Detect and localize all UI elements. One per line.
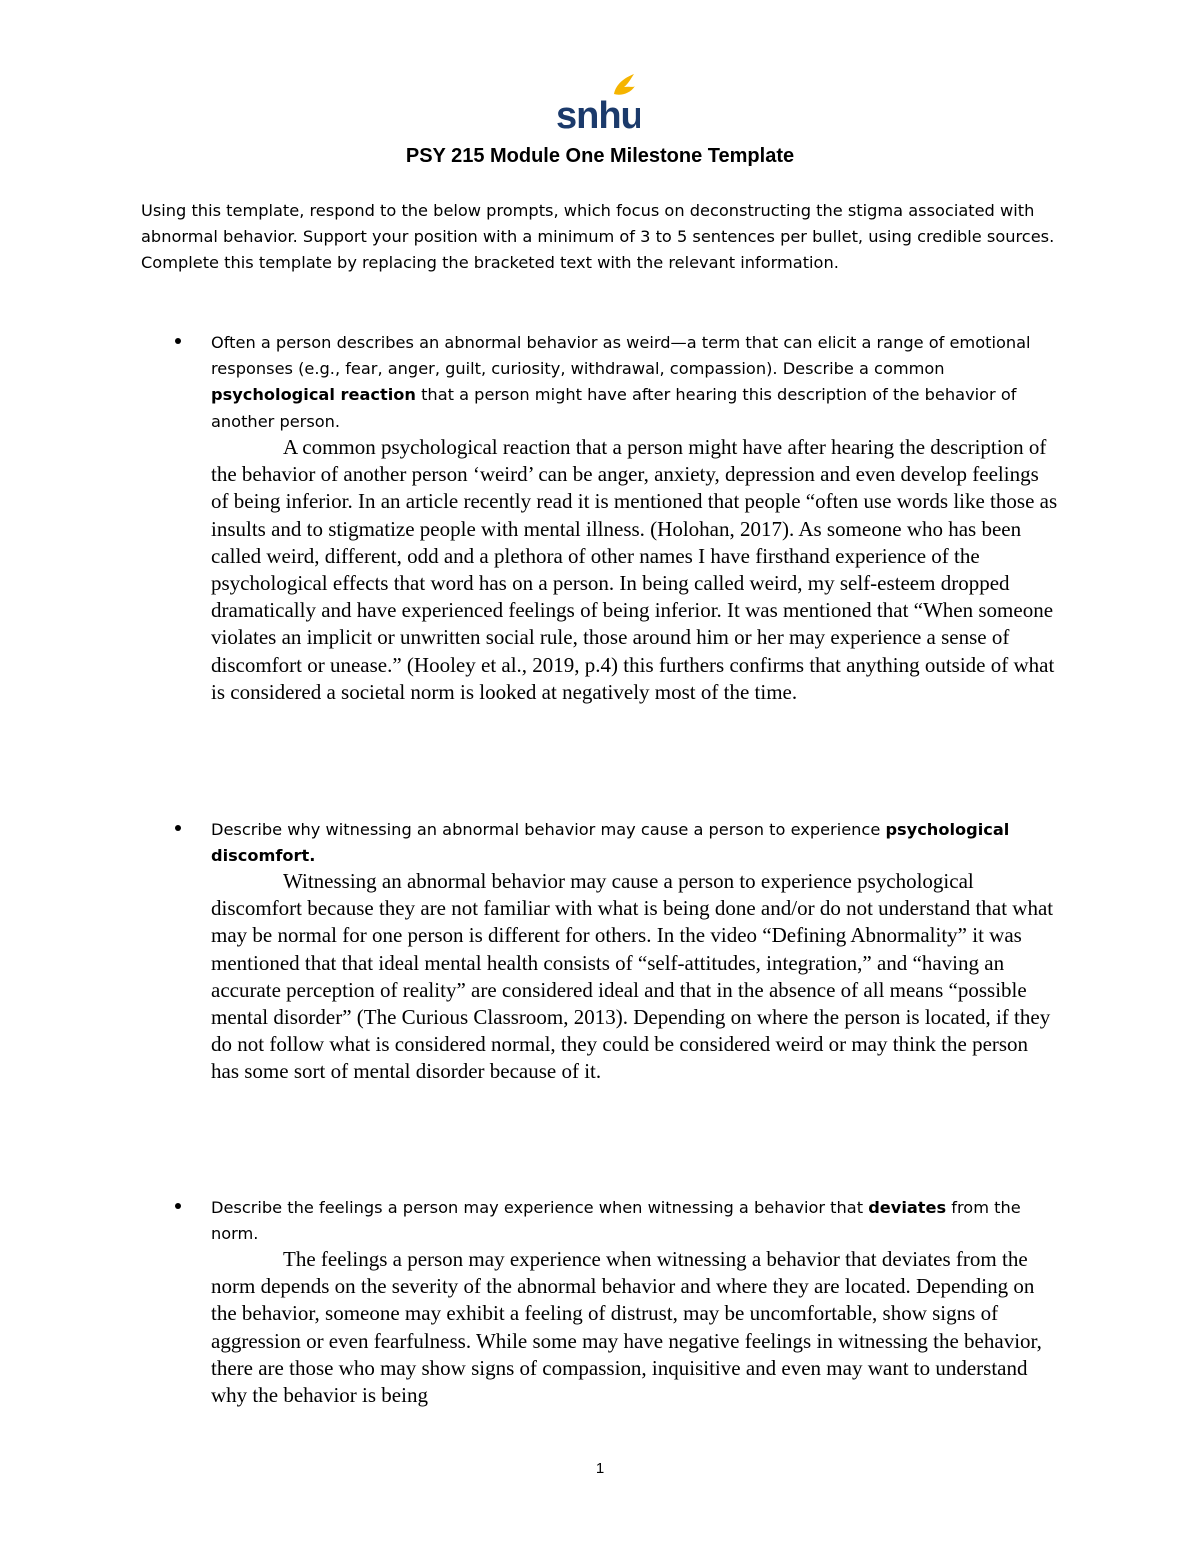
- prompt-1-text: Often a person describes an abnormal behavior as weird—a term that can elicit a range of emotional responses (e.g., fear, anger, guilt, curiosity, withdrawal, compassion). Describe a common: [211, 333, 1031, 379]
- prompt-2: [211, 817, 1061, 869]
- prompt-3-emphasis: deviates: [868, 1198, 947, 1217]
- flame-icon: [614, 74, 635, 95]
- logo-text: snhu: [556, 95, 640, 134]
- bullet-icon: [173, 823, 183, 833]
- prompt-3: [211, 1195, 1061, 1247]
- intro-paragraph: Using this template, respond to the below prompts, which focus on deconstructing the stigma associated with abnormal behavior. Support your position with a minimum of 3 to 5 sentences per bullet, using credible sources. Complete this template by replacing the bracketed text with the relevant information.: [141, 201, 1055, 273]
- prompt-1: [211, 330, 1061, 435]
- prompt-3-text: Describe the feelings a person may experience when witnessing a behavior that: [211, 1198, 869, 1217]
- snhu-logo: [554, 72, 640, 134]
- prompt-2-emphasis: psychological discomfort.: [211, 820, 1010, 866]
- answer-3: The feelings a person may experience when witnessing a behavior that deviates from the norm depends on the severity of the abnormal behavior and where they are located. Depending on the behavior, someone may exhibit a feeling of distrust, may be uncomfortable, show signs of aggression or even fearfulness. While some may have negative feelings in witnessing the behavior, there are those who may show signs of compassion, inquisitive and even may want to understand why the behavior is being: [211, 1247, 1042, 1408]
- answer-2: Witnessing an abnormal behavior may cause a person to experience psychological discomfort because they are not familiar with what is being done and/or do not understand that what may be normal for one person is different for others. In the video “Defining Abnormality” it was mentioned that that ideal mental health consists of “self-attitudes, integration,” and “having an accurate perception of reality” are considered ideal and that in the absence of all means “possible mental disorder” (The Curious Classroom, 2013). Depending on where the person is located, if they do not follow what is considered normal, they could be considered weird or may think the person has some sort of mental disorder because of it.: [211, 869, 1054, 1084]
- document-title: PSY 215 Module One Milestone Template: [405, 145, 795, 167]
- answer-1: A common psychological reaction that a person might have after hearing the description of the behavior of another person ‘weird’ can be anger, anxiety, depression and even develop feelings of being inferior. In an article recently read it is mentioned that people “often use words like those as insults and to stigmatize people with mental illness. (Holohan, 2017). As someone who has been called weird, different, odd and a plethora of other names I have firsthand experience of the psychological effects that word has on a person. In being called weird, my self-esteem dropped dramatically and have experienced feelings of being inferior. It was mentioned that “When someone violates an implicit or unwritten social rule, those around him or her may experience a sense of discomfort or unease.” (Hooley et al., 2019, p.4) this furthers confirms that anything outside of what is considered a societal norm is looked at negatively most of the time.: [211, 435, 1058, 704]
- snhu-logo-graphic: [554, 72, 640, 134]
- prompt-1-emphasis: psychological reaction: [211, 385, 416, 405]
- bullet-icon: [173, 336, 183, 346]
- page-number: 1: [595, 1460, 605, 1477]
- bullet-icon: [173, 1201, 183, 1211]
- prompt-1-text-end: that a person might have after hearing this description of the behavior of another person.: [211, 385, 1017, 431]
- prompt-3-text-end: from the norm.: [211, 1198, 1021, 1244]
- prompt-2-text: Describe why witnessing an abnormal behavior may cause a person to experience: [211, 820, 886, 839]
